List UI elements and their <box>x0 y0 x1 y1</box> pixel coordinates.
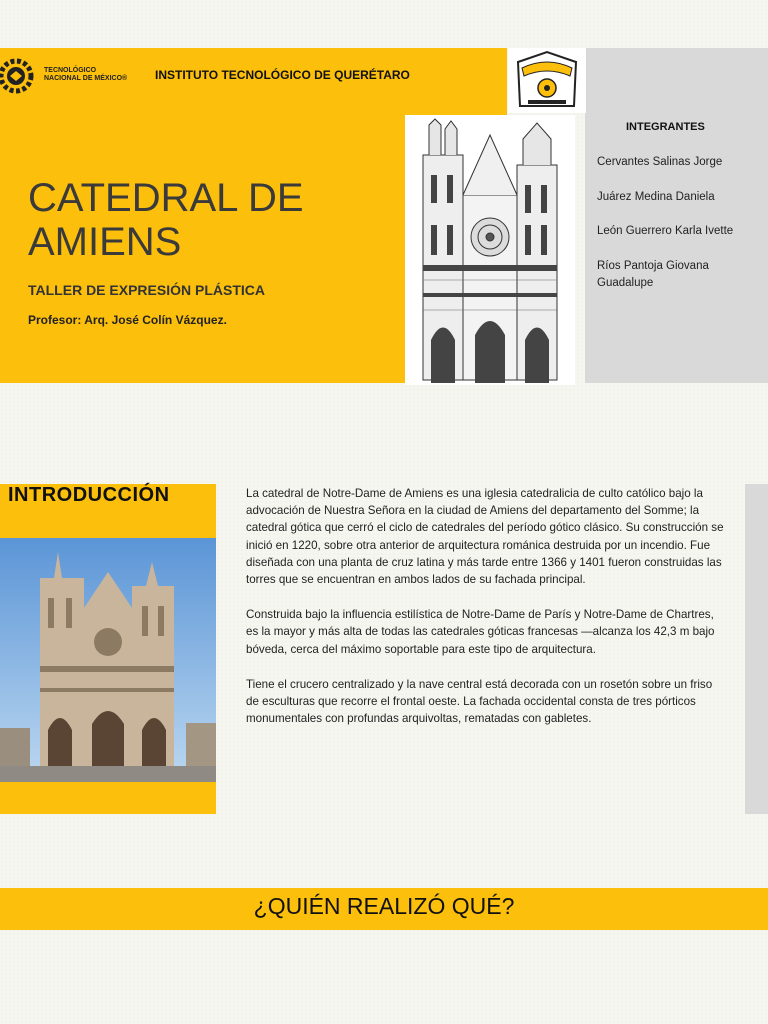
logo-text-line2: NACIONAL DE MÉXICO® <box>44 75 128 82</box>
tecnm-logo-text <box>44 67 144 83</box>
member-name: León Guerrero Karla Ivette <box>597 225 734 237</box>
side-grey-strip <box>745 484 768 814</box>
member-name: Ríos Pantoja Giovana Guadalupe <box>597 260 709 289</box>
institute-name: INSTITUTO TECNOLÓGICO DE QUERÉTARO <box>155 68 410 82</box>
members-title: INTEGRANTES <box>626 121 705 133</box>
tecnm-logo-icon <box>0 52 36 98</box>
intro-body <box>246 485 724 745</box>
intro-paragraph: Construida bajo la influencia estilística de Notre-Dame de París y Notre-Dame de Chartres, es la mayor y más alta de todas las catedrales góticas francesas —alcanza los 42,3 m bajo bóveda, cerca del máximo soportable para este tipo de arquitectura. <box>246 608 715 656</box>
member-name: Juárez Medina Daniela <box>597 191 715 203</box>
member-name: Cervantes Salinas Jorge <box>597 156 723 168</box>
title-line1: CATEDRAL DE <box>28 176 304 220</box>
title-line2: AMIENS <box>28 220 182 264</box>
intro-paragraph: Tiene el crucero centralizado y la nave central está decorada con un rosetón sobre un friso de esculturas que recorre el frontal oeste. La fachada occidental consta de tres pórticos monumentales con profundas arquivoltas, rematadas con gabletes. <box>246 677 713 726</box>
members-panel <box>585 48 768 383</box>
ciencia-tecnica-seal-icon <box>508 48 586 113</box>
cathedral-photo <box>0 538 216 782</box>
cathedral-drawing <box>405 115 575 385</box>
intro-title: INTRODUCCIÓN <box>8 484 170 506</box>
section-title: ¿QUIÉN REALIZÓ QUÉ? <box>253 893 515 919</box>
page-title <box>28 176 348 264</box>
course-subtitle: TALLER DE EXPRESIÓN PLÁSTICA <box>28 282 265 298</box>
professor-name: Profesor: Arq. José Colín Vázquez. <box>28 313 227 327</box>
intro-paragraph: La catedral de Notre-Dame de Amiens es una iglesia catedralicia de culto católico bajo la advocación de Nuestra Señora en la ciudad de Amiens del departamento del Somme; la catedral gótica que cerró el ciclo de catedrales del período gótico clásico. Su construcción se inició en 1220, sobre otra anterior de arquitectura románica destruida por un incendio. Fue diseñada con una planta de cruz latina y más tarde entre 1366 y 1401 fueron construidas las torres que se encuentran en ambos lados de su fachada principal. <box>246 487 724 587</box>
logo-text-line1: TECNOLÓGICO <box>44 67 97 74</box>
